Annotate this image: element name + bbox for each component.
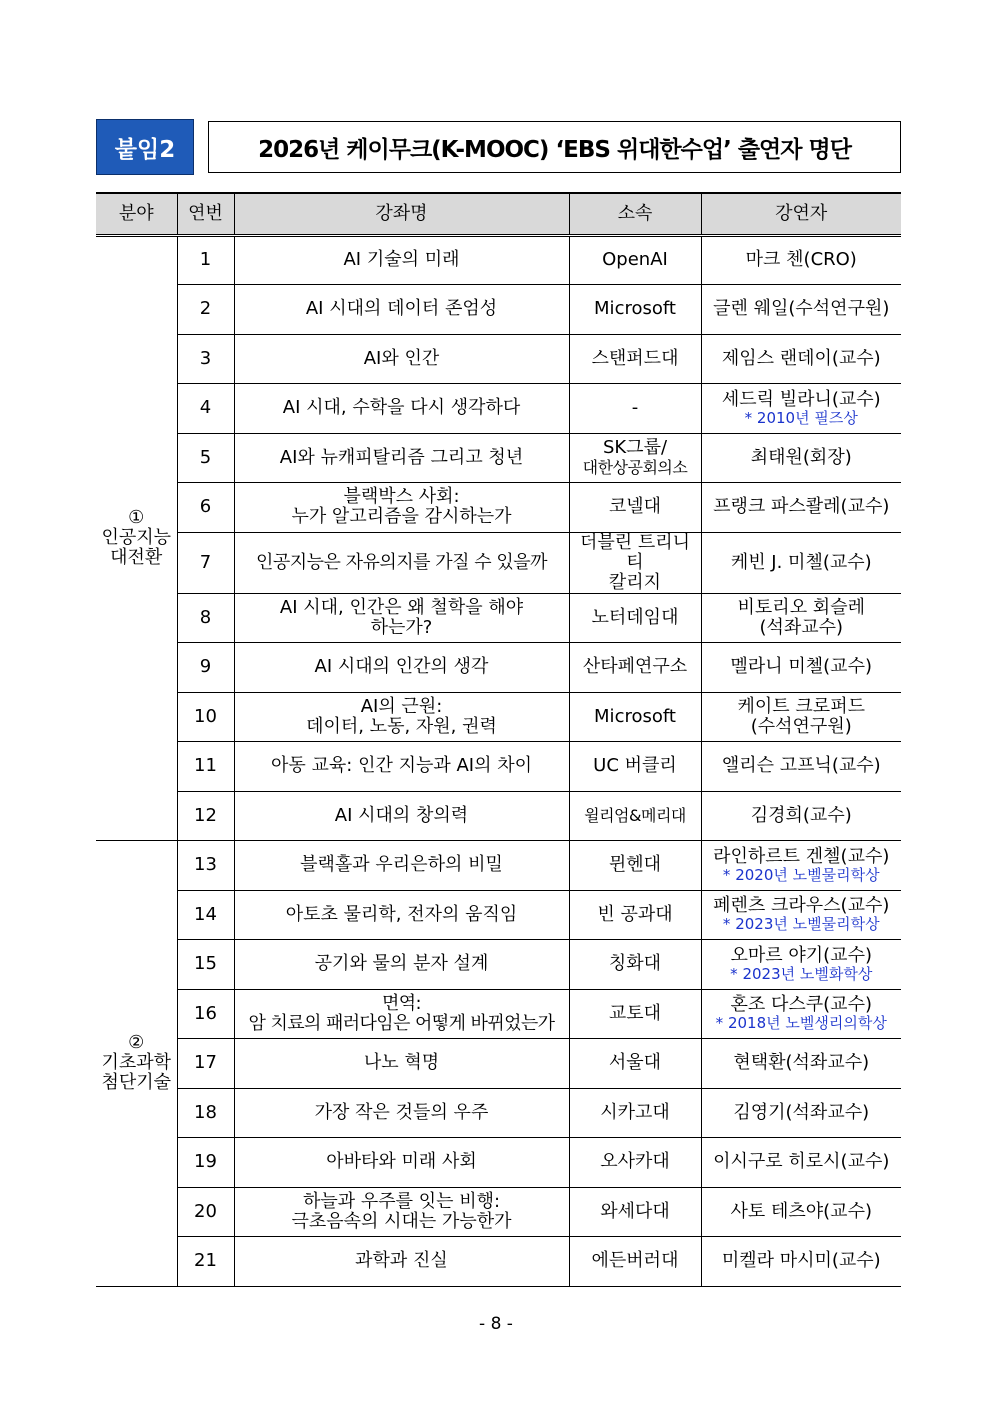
speaker-cell (701, 989, 901, 1039)
table-row (96, 890, 901, 940)
course-title-line2: 하는가? (370, 616, 433, 638)
affiliation-line2: 대한상공회의소 (582, 457, 688, 477)
row-no: 18 (177, 1088, 234, 1138)
table-row (96, 841, 901, 891)
field-number: ① (128, 507, 145, 529)
row-no: 11 (177, 742, 234, 792)
speaker: 오마르 야기(교수) (730, 944, 872, 966)
affiliation: UC 버클리 (569, 742, 701, 792)
award-note: * 2010년 필즈상 (744, 408, 858, 427)
course-title: 아바타와 미래 사회 (234, 1138, 569, 1188)
row-no: 13 (177, 841, 234, 891)
row-no: 1 (177, 235, 234, 285)
speaker-line2: (수석연구원) (750, 715, 852, 737)
course-title: 아동 교육: 인간 지능과 AI의 차이 (234, 742, 569, 792)
row-no: 4 (177, 384, 234, 434)
speaker: 멜라니 미첼(교수) (701, 643, 901, 693)
header-no: 연번 (177, 193, 234, 235)
field-group-ai (96, 235, 177, 841)
speaker-cell (701, 384, 901, 434)
speaker-line1: 비토리오 회슬레 (737, 596, 865, 618)
document-title: 2026년 케이무크(K-MOOC) ‘EBS 위대한수업’ 출연자 명단 (208, 121, 901, 173)
affiliation: 산타페연구소 (569, 643, 701, 693)
speaker: 김경희(교수) (701, 791, 901, 841)
table-row (96, 940, 901, 990)
course-title: AI와 인간 (234, 334, 569, 384)
table-row (96, 334, 901, 384)
course-title: AI 기술의 미래 (234, 235, 569, 285)
affiliation: Microsoft (569, 285, 701, 335)
row-no: 21 (177, 1237, 234, 1287)
course-title: AI 시대, 수학을 다시 생각하다 (234, 384, 569, 434)
affiliation: 오사카대 (569, 1138, 701, 1188)
page-number: - 8 - (479, 1314, 513, 1334)
award-note: * 2023년 노벨화학상 (730, 964, 873, 983)
row-no: 2 (177, 285, 234, 335)
course-title-cell (234, 1187, 569, 1237)
table-row (96, 235, 901, 285)
speaker-table (96, 192, 901, 1287)
table-row (96, 433, 901, 483)
header-speaker: 강연자 (701, 193, 901, 235)
course-title: 아토초 물리학, 전자의 움직임 (234, 890, 569, 940)
row-no: 10 (177, 692, 234, 742)
attachment-tag: 붙임2 (96, 119, 194, 175)
document-title-row (96, 119, 901, 175)
speaker-cell (701, 692, 901, 742)
speaker-cell (701, 841, 901, 891)
affiliation: 교토대 (569, 989, 701, 1039)
field-name-line2: 첨단기술 (101, 1072, 172, 1094)
award-note: * 2020년 노벨물리학상 (722, 865, 880, 884)
speaker: 앨리슨 고프닉(교수) (701, 742, 901, 792)
affiliation: 윌리엄&메리대 (569, 791, 701, 841)
course-title-cell (234, 692, 569, 742)
affiliation: 스탠퍼드대 (569, 334, 701, 384)
award-note: * 2023년 노벨물리학상 (722, 915, 880, 934)
course-title-line1: 블랙박스 사회: (343, 486, 460, 508)
course-title-line2: 극초음속의 시대는 가능한가 (291, 1210, 512, 1232)
field-name-line1: 인공지능 (101, 527, 172, 549)
course-title-line2: 데이터, 노동, 자원, 권력 (306, 715, 497, 737)
row-no: 8 (177, 593, 234, 643)
table-row (96, 384, 901, 434)
table-row (96, 285, 901, 335)
course-title-line1: AI의 근원: (360, 695, 443, 717)
row-no: 17 (177, 1039, 234, 1089)
course-title: 과학과 진실 (234, 1237, 569, 1287)
affiliation: OpenAI (569, 235, 701, 285)
speaker-cell (701, 890, 901, 940)
speaker-cell (701, 593, 901, 643)
course-title-line1: 면역: (381, 992, 422, 1014)
affiliation-line2: 칼리지 (608, 571, 662, 593)
field-group-science (96, 841, 177, 1287)
speaker-cell (701, 940, 901, 990)
speaker: 라인하르트 겐첼(교수) (713, 845, 890, 867)
row-no: 5 (177, 433, 234, 483)
table-row (96, 1237, 901, 1287)
speaker-line2: (석좌교수) (759, 616, 844, 638)
course-title-cell (234, 593, 569, 643)
row-no: 19 (177, 1138, 234, 1188)
table-row (96, 1088, 901, 1138)
course-title-line1: AI 시대, 인간은 왜 철학을 해야 (279, 596, 524, 618)
row-no: 7 (177, 532, 234, 593)
course-title-line2: 누가 알고리즘을 감시하는가 (291, 506, 512, 528)
row-no: 14 (177, 890, 234, 940)
affiliation-line1: 더블린 트리니티 (579, 531, 691, 573)
affiliation: 노터데임대 (569, 593, 701, 643)
field-name-line1: 기초과학 (101, 1052, 172, 1074)
table-row (96, 1187, 901, 1237)
affiliation: 코넬대 (569, 483, 701, 533)
course-title: AI 시대의 데이터 존엄성 (234, 285, 569, 335)
course-title: 가장 작은 것들의 우주 (234, 1088, 569, 1138)
affiliation-cell (569, 532, 701, 593)
award-note: * 2018년 노벨생리의학상 (715, 1014, 887, 1033)
table-header-row (96, 193, 901, 235)
speaker: 혼조 다스쿠(교수) (730, 994, 872, 1016)
affiliation: 에든버러대 (569, 1237, 701, 1287)
course-title-cell (234, 989, 569, 1039)
table-row (96, 989, 901, 1039)
row-no: 6 (177, 483, 234, 533)
speaker: 케빈 J. 미첼(교수) (701, 532, 901, 593)
header-affiliation: 소속 (569, 193, 701, 235)
affiliation: 칭화대 (569, 940, 701, 990)
speaker: 사토 테츠야(교수) (701, 1187, 901, 1237)
row-no: 3 (177, 334, 234, 384)
course-title-line1: 하늘과 우주를 잇는 비행: (302, 1190, 501, 1212)
affiliation: 뮌헨대 (569, 841, 701, 891)
table-row (96, 742, 901, 792)
table-row (96, 593, 901, 643)
course-title: AI와 뉴캐피탈리즘 그리고 청년 (234, 433, 569, 483)
course-title-line2: 암 치료의 패러다임은 어떻게 바뀌었는가 (248, 1012, 555, 1034)
table-row (96, 643, 901, 693)
row-no: 9 (177, 643, 234, 693)
table-row (96, 791, 901, 841)
speaker: 최태원(회장) (701, 433, 901, 483)
row-no: 12 (177, 791, 234, 841)
course-title-cell (234, 483, 569, 533)
header-course: 강좌명 (234, 193, 569, 235)
affiliation: - (569, 384, 701, 434)
speaker: 페렌츠 크라우스(교수) (713, 895, 890, 917)
course-title: 인공지능은 자유의지를 가질 수 있을까 (234, 532, 569, 593)
row-no: 16 (177, 989, 234, 1039)
affiliation: 서울대 (569, 1039, 701, 1089)
row-no: 15 (177, 940, 234, 990)
course-title: 나노 혁명 (234, 1039, 569, 1089)
speaker: 미켈라 마시미(교수) (701, 1237, 901, 1287)
speaker: 프랭크 파스콸레(교수) (701, 483, 901, 533)
table-row (96, 1039, 901, 1089)
affiliation: 시카고대 (569, 1088, 701, 1138)
course-title: 공기와 물의 분자 설계 (234, 940, 569, 990)
speaker: 마크 첸(CRO) (701, 235, 901, 285)
speaker: 세드릭 빌라니(교수) (721, 388, 881, 410)
speaker: 이시구로 히로시(교수) (701, 1138, 901, 1188)
affiliation-cell (569, 433, 701, 483)
field-name-line2: 대전환 (110, 547, 163, 569)
field-number: ② (128, 1032, 145, 1054)
table-row (96, 532, 901, 593)
table-row (96, 483, 901, 533)
speaker-line1: 케이트 크로퍼드 (737, 695, 865, 717)
header-field: 분야 (96, 193, 177, 235)
speaker: 김영기(석좌교수) (701, 1088, 901, 1138)
course-title: AI 시대의 창의력 (234, 791, 569, 841)
affiliation: 와세다대 (569, 1187, 701, 1237)
table-row (96, 1138, 901, 1188)
row-no: 20 (177, 1187, 234, 1237)
speaker: 현택환(석좌교수) (701, 1039, 901, 1089)
course-title: AI 시대의 인간의 생각 (234, 643, 569, 693)
speaker: 제임스 랜데이(교수) (701, 334, 901, 384)
affiliation: Microsoft (569, 692, 701, 742)
course-title: 블랙홀과 우리은하의 비밀 (234, 841, 569, 891)
affiliation-line1: SK그룹/ (602, 436, 668, 458)
speaker: 글렌 웨일(수석연구원) (701, 285, 901, 335)
affiliation: 빈 공과대 (569, 890, 701, 940)
table-row (96, 692, 901, 742)
